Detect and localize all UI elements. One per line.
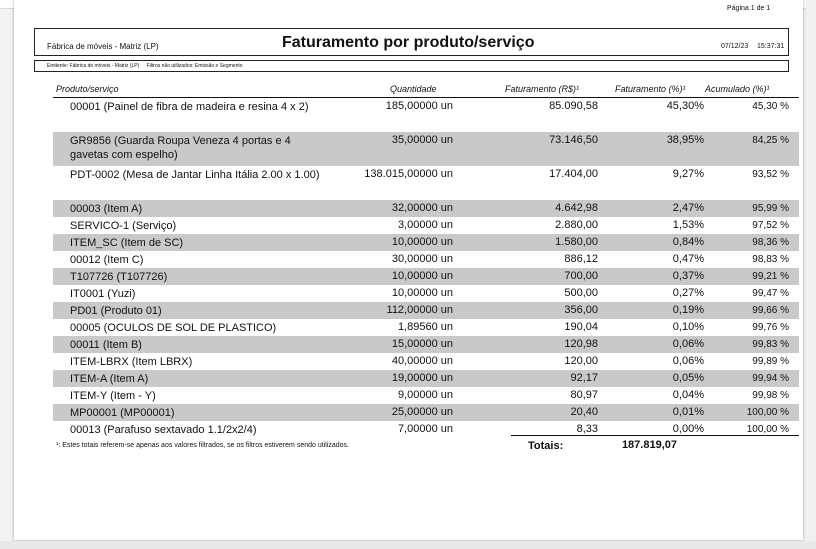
cell-acumulado: 84,25 %	[752, 135, 789, 146]
cell-quantidade: 9,00000 un	[397, 389, 453, 401]
cell-faturamento: 120,98	[564, 338, 598, 350]
cell-faturamento: 92,17	[570, 372, 598, 384]
cell-faturamento-pct: 0,27%	[672, 287, 704, 299]
cell-faturamento-pct: 0,10%	[672, 321, 704, 333]
table-row	[53, 268, 799, 285]
cell-produto: 00011 (Item B)	[70, 339, 142, 351]
cell-faturamento-pct: 0,19%	[672, 304, 704, 316]
report-time: 15:37:31	[757, 43, 785, 50]
table-row	[53, 370, 799, 387]
cell-quantidade: 32,00000 un	[391, 202, 453, 214]
cell-quantidade: 10,00000 un	[391, 270, 453, 282]
cell-acumulado: 93,52 %	[752, 169, 789, 180]
report-header	[34, 28, 789, 56]
cell-produto: ITEM-LBRX (Item LBRX)	[70, 356, 193, 368]
cell-acumulado: 99,21 %	[752, 271, 789, 282]
table-row	[53, 98, 799, 132]
report-page	[14, 0, 803, 540]
cell-faturamento-pct: 0,05%	[672, 372, 704, 384]
table-row	[53, 200, 799, 217]
totals-value: 187.819,07	[621, 439, 677, 451]
table-row	[53, 387, 799, 404]
cell-quantidade: 3,00000 un	[397, 219, 453, 231]
cell-faturamento-pct: 0,01%	[672, 406, 704, 418]
table-row	[53, 336, 799, 353]
cell-produto: 00003 (Item A)	[70, 203, 143, 215]
cell-faturamento: 190,04	[564, 321, 598, 333]
cell-faturamento: 80,97	[570, 389, 598, 401]
cell-faturamento: 1.580,00	[555, 236, 598, 248]
filters-bar	[34, 60, 789, 72]
cell-acumulado: 95,99 %	[752, 203, 789, 214]
cell-faturamento-pct: 0,84%	[672, 236, 704, 248]
cell-quantidade: 35,00000 un	[391, 134, 453, 146]
cell-acumulado: 99,76 %	[752, 322, 789, 333]
cell-faturamento: 356,00	[564, 304, 598, 316]
table-row	[53, 132, 799, 166]
cell-produto: 00013 (Parafuso sextavado 1.1/2x2/4)	[70, 424, 257, 436]
cell-acumulado: 99,66 %	[752, 305, 789, 316]
cell-quantidade: 112,00000 un	[386, 304, 453, 316]
vertical-scrollbar[interactable]	[806, 0, 816, 549]
cell-quantidade: 15,00000 un	[391, 338, 453, 350]
cell-produto: ITEM-A (Item A)	[70, 373, 149, 385]
page-number: Página 1 de 1	[727, 5, 771, 12]
cell-acumulado: 98,36 %	[752, 237, 789, 248]
cell-produto: ITEM_SC (Item de SC)	[70, 237, 184, 249]
cell-faturamento-pct: 0,47%	[672, 253, 704, 265]
cell-faturamento: 20,40	[570, 406, 598, 418]
cell-quantidade: 185,00000 un	[385, 100, 453, 112]
company-name: Fábrica de móveis - Matriz (LP)	[47, 42, 159, 51]
table-row	[53, 285, 799, 302]
cell-faturamento: 85.090,58	[549, 100, 598, 112]
cell-produto: 00012 (Item C)	[70, 254, 144, 266]
col-header-faturamento: Faturamento (R$)¹	[505, 84, 580, 94]
cell-acumulado: 97,52 %	[752, 220, 789, 231]
cell-faturamento: 4.642,98	[555, 202, 598, 214]
cell-quantidade: 138.015,00000 un	[364, 168, 453, 180]
cell-acumulado: 99,98 %	[752, 390, 789, 401]
cell-quantidade: 1,89560 un	[397, 321, 453, 333]
cell-acumulado: 99,83 %	[752, 339, 789, 350]
cell-produto: GR9856 (Guarda Roupa Veneza 4 portas e 4 gavetas com espelho)	[70, 135, 291, 161]
cell-quantidade: 7,00000 un	[397, 423, 453, 435]
cell-faturamento: 500,00	[564, 287, 598, 299]
cell-acumulado: 98,83 %	[752, 254, 789, 265]
cell-quantidade: 25,00000 un	[391, 406, 453, 418]
table-row	[53, 166, 799, 200]
cell-faturamento-pct: 0,37%	[672, 270, 704, 282]
report-date: 07/12/23	[721, 43, 749, 50]
table-row	[53, 353, 799, 370]
data-table	[53, 98, 799, 438]
cell-faturamento-pct: 0,00%	[672, 423, 704, 435]
col-header-faturamento-pct: Faturamento (%)¹	[615, 84, 686, 94]
cell-acumulado: 99,89 %	[752, 356, 789, 367]
cell-produto: PDT-0002 (Mesa de Jantar Linha Itália 2.00 x 1.00)	[70, 169, 320, 181]
report-title: Faturamento por produto/serviço	[282, 34, 535, 51]
col-header-acumulado: Acumulado (%)¹	[705, 84, 770, 94]
cell-faturamento: 17.404,00	[549, 168, 598, 180]
footnote: ¹: Estes totais referem-se apenas aos valores filtrados, se os filtros estiverem sendo utilizados.	[56, 442, 349, 449]
cell-produto: 00005 (OCULOS DE SOL DE PLASTICO)	[70, 322, 277, 334]
table-row	[53, 302, 799, 319]
cell-faturamento-pct: 45,30%	[666, 100, 704, 112]
table-row	[53, 234, 799, 251]
cell-produto: ITEM-Y (Item - Y)	[70, 390, 156, 402]
totals-rule	[511, 435, 799, 436]
cell-faturamento: 8,33	[576, 423, 598, 435]
cell-quantidade: 10,00000 un	[391, 236, 453, 248]
cell-faturamento-pct: 2,47%	[672, 202, 704, 214]
cell-produto: T107726 (T107726)	[70, 271, 168, 283]
cell-acumulado: 100,00 %	[746, 424, 789, 435]
table-row	[53, 217, 799, 234]
cell-acumulado: 45,30 %	[752, 101, 789, 112]
cell-quantidade: 30,00000 un	[391, 253, 453, 265]
col-header-quantidade: Quantidade	[390, 84, 437, 94]
cell-produto: 00001 (Painel de fibra de madeira e resina 4 x 2)	[70, 101, 309, 113]
cell-acumulado: 99,47 %	[752, 288, 789, 299]
cell-quantidade: 10,00000 un	[391, 287, 453, 299]
filter-nao-utilizados: Filtros não utilizados: Emissão e Segmento	[146, 63, 243, 69]
cell-quantidade: 40,00000 un	[391, 355, 453, 367]
cell-faturamento: 886,12	[564, 253, 598, 265]
cell-faturamento-pct: 0,04%	[672, 389, 704, 401]
cell-faturamento-pct: 0,06%	[672, 355, 704, 367]
table-row	[53, 251, 799, 268]
table-row	[53, 404, 799, 421]
cell-faturamento-pct: 38,95%	[666, 134, 704, 146]
cell-faturamento-pct: 0,06%	[672, 338, 704, 350]
cell-faturamento: 700,00	[564, 270, 598, 282]
table-row	[53, 319, 799, 336]
cell-acumulado: 99,94 %	[752, 373, 789, 384]
cell-faturamento: 120,00	[564, 355, 598, 367]
horizontal-scrollbar[interactable]	[0, 541, 816, 549]
cell-faturamento: 73.146,50	[549, 134, 598, 146]
cell-faturamento: 2.880,00	[555, 219, 598, 231]
cell-produto: SERVICO-1 (Serviço)	[70, 220, 177, 232]
cell-produto: MP00001 (MP00001)	[70, 407, 175, 419]
totals-label: Totais:	[528, 440, 564, 452]
cell-quantidade: 19,00000 un	[391, 372, 453, 384]
cell-produto: PD01 (Produto 01)	[70, 305, 162, 317]
cell-produto: IT0001 (Yuzi)	[70, 288, 136, 300]
col-header-produto: Produto/serviço	[56, 84, 119, 94]
cell-acumulado: 100,00 %	[746, 407, 789, 418]
cell-faturamento-pct: 1,53%	[672, 219, 704, 231]
filter-emitente: Emitente: Fábrica de móveis - Matriz (LP)	[47, 63, 140, 69]
cell-faturamento-pct: 9,27%	[672, 168, 704, 180]
